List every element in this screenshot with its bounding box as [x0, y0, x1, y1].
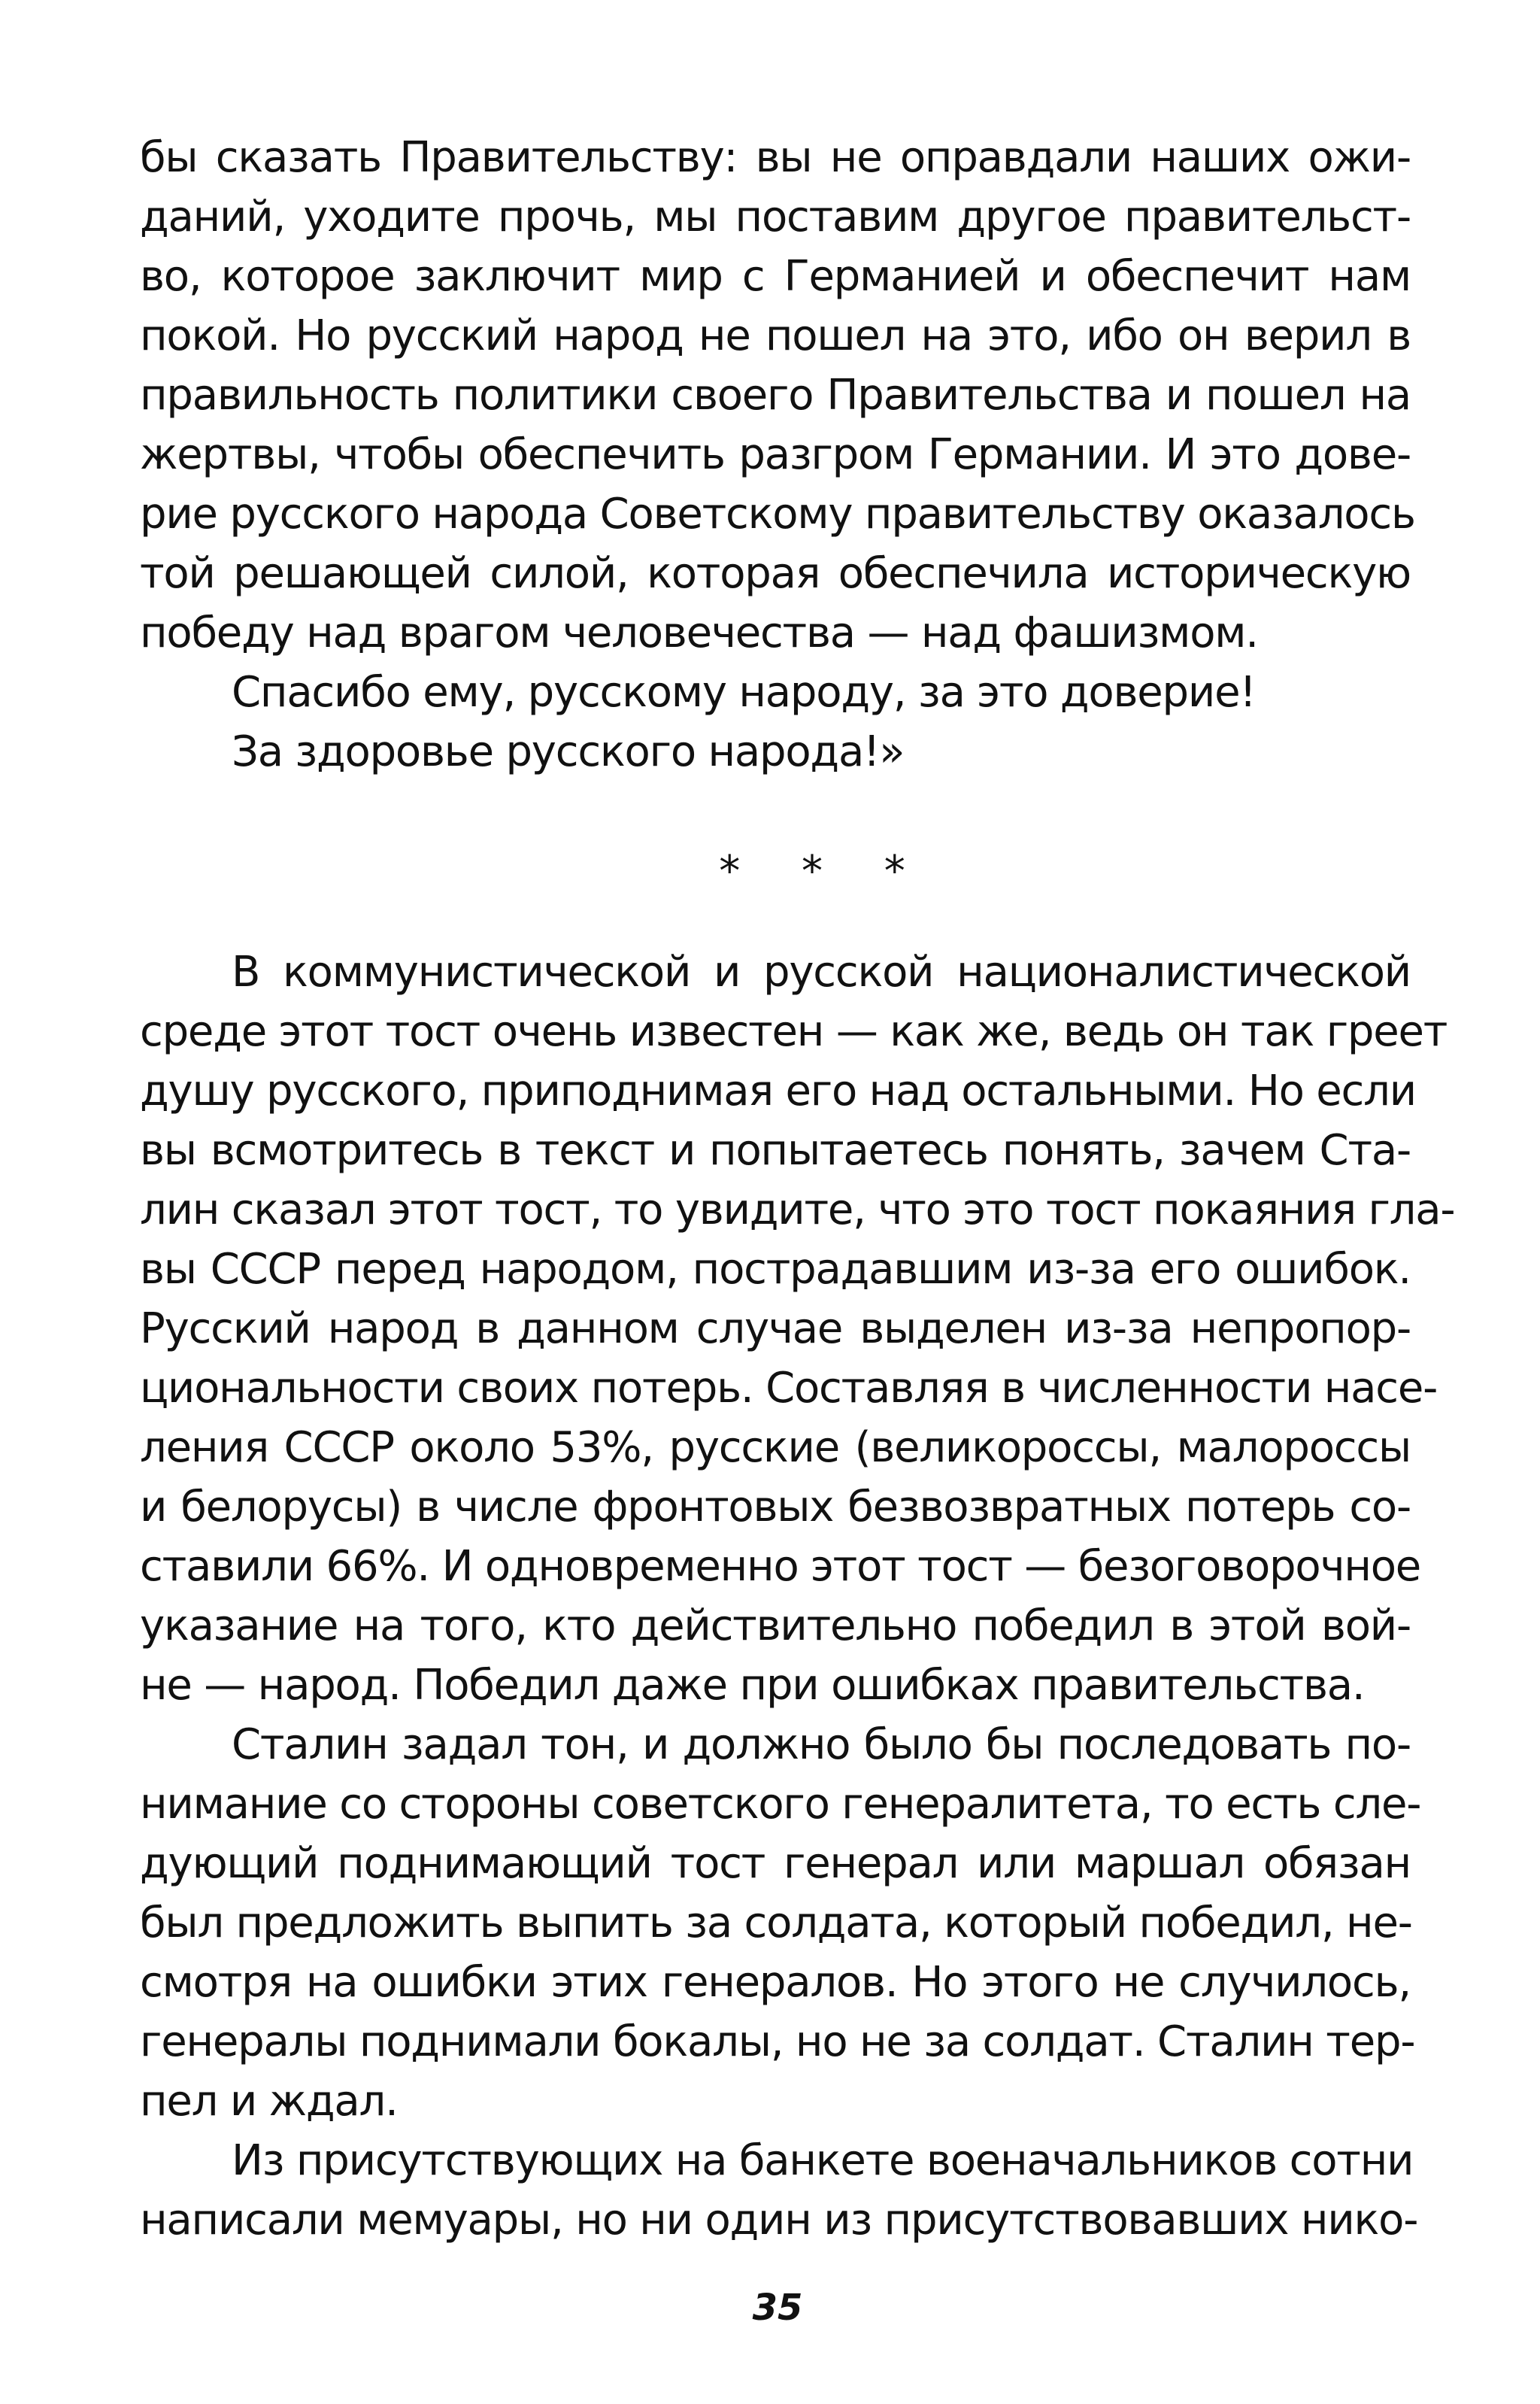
- text-line: Из присутствующих на банкете военачальников сотни: [232, 2136, 1414, 2185]
- text-line: вы всмотритесь в текст и попытаетесь понять, зачем Ста-: [140, 1126, 1411, 1175]
- text-line: смотря на ошибки этих генералов. Но этого не случилось,: [140, 1958, 1411, 2007]
- text-line: В коммунистической и русской националистической: [232, 948, 1411, 997]
- text-line: ставили 66%. И одновременно этот тост — безоговорочное: [140, 1542, 1421, 1591]
- text-line: жертвы, чтобы обеспечить разгром Германии. И это дове-: [140, 430, 1411, 479]
- text-line: генералы поднимали бокалы, но не за солдат. Сталин тер-: [140, 2017, 1415, 2066]
- text-line: нимание со стороны советского генералитета, то есть сле-: [140, 1780, 1421, 1829]
- spacer: [140, 917, 1411, 942]
- text-line: дующий поднимающий тост генерал или маршал обязан: [140, 1839, 1411, 1888]
- text-line: даний, уходите прочь, мы поставим другое правительст-: [140, 193, 1411, 241]
- section-separator: * * *: [719, 847, 929, 896]
- text-line: пел и ждал.: [140, 2077, 398, 2126]
- page-number: 35: [752, 2287, 803, 2329]
- paragraph-commentary: [140, 942, 1455, 2250]
- text-line: той решающей силой, которая обеспечила историческую: [140, 549, 1411, 598]
- page-text: [140, 128, 1455, 2250]
- text-line: во, которое заключит мир с Германией и обеспечит нам: [140, 252, 1411, 301]
- text-line: лин сказал этот тост, то увидите, что это тост покаяния гла-: [140, 1185, 1455, 1234]
- text-line: Русский народ в данном случае выделен из-за непропор-: [140, 1304, 1411, 1353]
- text-line: бы сказать Правительству: вы не оправдали наших ожи-: [140, 133, 1411, 182]
- text-line: победу над врагом человечества — над фашизмом.: [140, 609, 1258, 657]
- text-line: указание на того, кто действительно победил в этой вой-: [140, 1601, 1411, 1650]
- text-line: ления СССР около 53%, русские (великороссы, малороссы: [140, 1423, 1411, 1472]
- text-line: За здоровье русского народа!»: [232, 727, 905, 776]
- text-line: вы СССР перед народом, пострадавшим из-за его ошибок.: [140, 1245, 1411, 1294]
- text-line: душу русского, приподнимая его над остальными. Но если: [140, 1067, 1416, 1115]
- paragraph-toast-end: [140, 128, 1415, 782]
- text-line: Сталин задал тон, и должно было бы последовать по-: [232, 1720, 1411, 1769]
- text-line: и белорусы) в числе фронтовых безвозвратных потерь со-: [140, 1483, 1411, 1531]
- text-line: не — народ. Победил даже при ошибках правительства.: [140, 1661, 1365, 1710]
- text-line: был предложить выпить за солдата, который победил, не-: [140, 1899, 1412, 1947]
- text-line: правильность политики своего Правительства и пошел на: [140, 371, 1411, 420]
- text-line: рие русского народа Советскому правительству оказалось: [140, 490, 1415, 539]
- text-line: среде этот тост очень известен — как же, ведь он так греет: [140, 1007, 1448, 1056]
- text-line: циональности своих потерь. Составляя в численности насе-: [140, 1364, 1438, 1413]
- text-line: покой. Но русский народ не пошел на это, ибо он верил в: [140, 311, 1411, 360]
- text-line: Спасибо ему, русскому народу, за это доверие!: [232, 668, 1256, 717]
- text-line: написали мемуары, но ни один из присутствовавших нико-: [140, 2196, 1418, 2245]
